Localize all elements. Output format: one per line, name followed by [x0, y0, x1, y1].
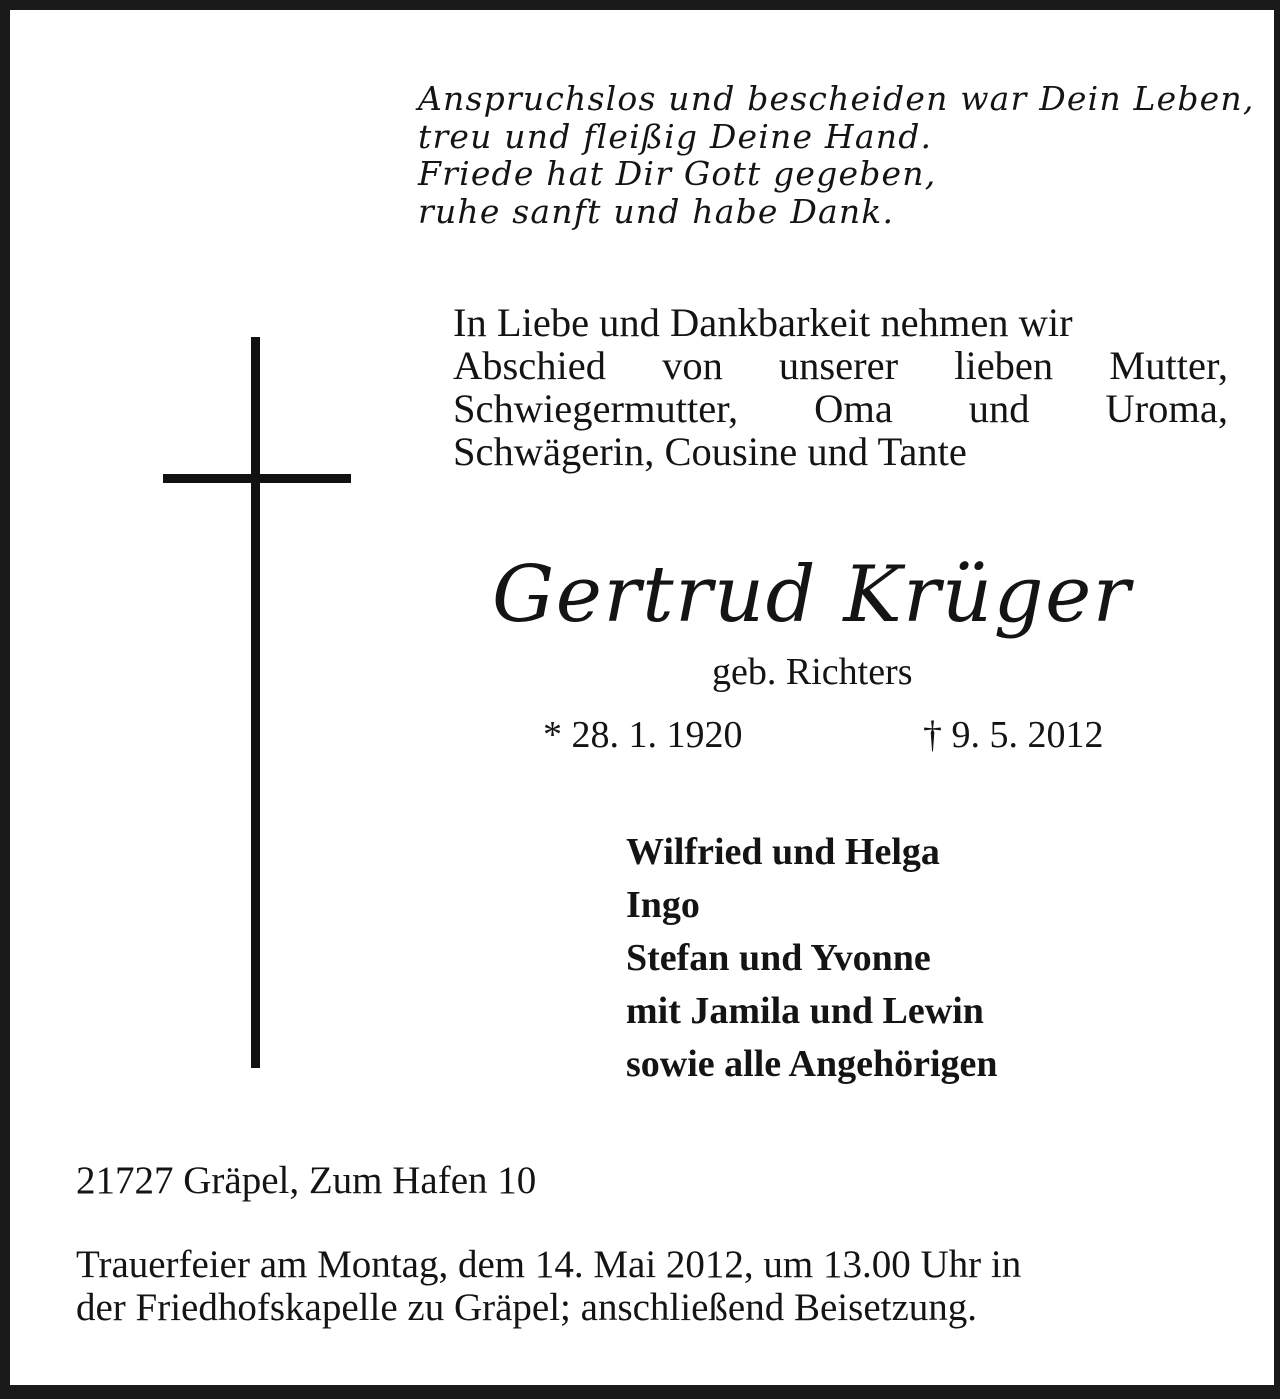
mourner-line: Stefan und Yvonne [626, 937, 931, 979]
intro-text [453, 301, 1228, 473]
intro-line-justified [453, 387, 1228, 430]
deceased-name: Gertrud Krüger [492, 550, 1132, 640]
mourner-line: sowie alle Angehörigen [626, 1043, 998, 1085]
intro-word: lieben [954, 343, 1054, 388]
intro-word: Schwiegermutter, [453, 386, 739, 431]
mourner-line: Ingo [626, 884, 700, 926]
mourners-list [626, 826, 998, 1091]
intro-line: In Liebe und Dankbarkeit nehmen wir [453, 300, 1073, 345]
intro-line-justified [453, 344, 1228, 387]
intro-word: Oma [814, 386, 893, 431]
mourner-line: Wilfried und Helga [626, 831, 940, 873]
birth-name: geb. Richters [712, 651, 913, 693]
intro-word: Mutter, [1109, 343, 1228, 388]
funeral-info [76, 1243, 1021, 1329]
birth-date: * 28. 1. 1920 [543, 714, 743, 756]
poem-line: treu und fleißig Deine Hand. [418, 116, 933, 156]
intro-word: Abschied [453, 343, 606, 388]
death-date: † 9. 5. 2012 [923, 714, 1104, 756]
family-address: 21727 Gräpel, Zum Hafen 10 [76, 1159, 537, 1202]
poem-line: Anspruchslos und bescheiden war Dein Leben, [418, 79, 1255, 118]
intro-word: Uroma, [1105, 386, 1228, 431]
cross-vertical-bar [251, 337, 260, 1068]
poem-verse [418, 80, 1258, 230]
mourner-line: mit Jamila und Lewin [626, 990, 984, 1032]
intro-word: unserer [778, 343, 899, 388]
poem-line: Friede hat Dir Gott gegeben, [418, 154, 937, 193]
intro-word: und [968, 386, 1030, 431]
cross-horizontal-bar [163, 474, 351, 483]
funeral-line: Trauerfeier am Montag, dem 14. Mai 2012, um 13.00 Uhr in [76, 1243, 1022, 1286]
poem-line: ruhe sanft und habe Dank. [418, 191, 895, 231]
intro-word: von [662, 343, 723, 388]
funeral-line: der Friedhofskapelle zu Gräpel; anschließend Beisetzung. [76, 1286, 978, 1329]
intro-line: Schwägerin, Cousine und Tante [453, 429, 967, 474]
